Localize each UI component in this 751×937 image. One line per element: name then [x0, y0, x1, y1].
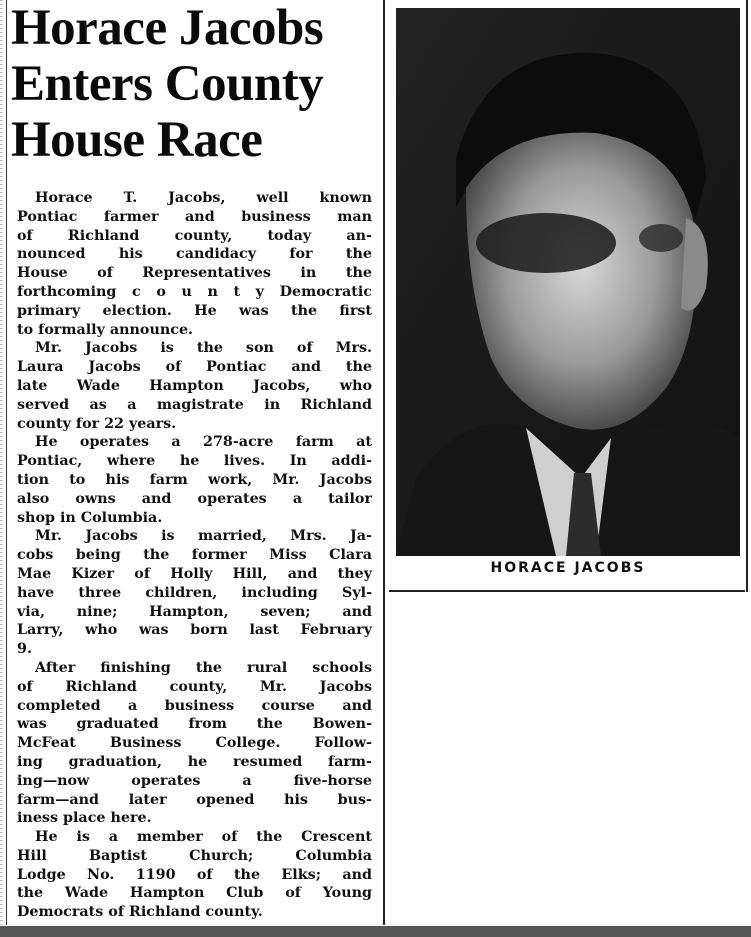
text-line: 9.: [17, 641, 32, 658]
text-line: Hill Baptist Church; Columbia: [17, 847, 372, 864]
text-line: forthcoming c o u n t y Democratic: [17, 283, 372, 300]
text-line: Mr. Jacobs is the son of Mrs.: [35, 340, 372, 357]
column-rule-left: [6, 0, 7, 925]
text-line: shop in Columbia.: [17, 509, 163, 526]
text-line: via, nine; Hampton, seven; and: [17, 603, 372, 620]
text-line: also owns and operates a tailor: [17, 490, 372, 507]
headline-line: House Race: [11, 112, 263, 168]
headline-line: Horace Jacobs: [11, 0, 324, 56]
text-line: county for 22 years.: [17, 415, 177, 432]
text-line: cobs being the former Miss Clara: [17, 547, 372, 564]
column-rule-right: [746, 0, 748, 592]
text-line: to formally announce.: [17, 321, 194, 338]
adjacent-column-edge: [0, 0, 3, 925]
text-line: Laura Jacobs of Pontiac and the: [17, 359, 372, 376]
text-line: primary election. He was the first: [17, 302, 372, 319]
column-rule-middle: [383, 0, 385, 925]
article-paragraph: [17, 659, 372, 828]
article-body: [17, 189, 372, 922]
text-line: the Wade Hampton Club of Young: [17, 885, 372, 902]
article-paragraph: [17, 339, 372, 433]
text-line: Pontiac farmer and business man: [17, 208, 372, 225]
text-line: of Richland county, today an-: [17, 227, 372, 244]
text-line: Pontiac, where he lives. In addi-: [17, 453, 372, 470]
text-line: After finishing the rural schools: [35, 659, 372, 676]
portrait-photo: [396, 8, 740, 556]
text-line: completed a business course and: [17, 697, 372, 714]
text-line: ing graduation, he resumed farm-: [17, 753, 372, 770]
text-line: Mae Kizer of Holly Hill, and they: [17, 565, 372, 582]
headline: [11, 0, 381, 168]
text-line: McFeat Business College. Follow-: [17, 735, 372, 752]
text-line: Larry, who was born last February: [17, 622, 372, 639]
text-line: Mr. Jacobs is married, Mrs. Ja-: [35, 528, 372, 545]
page-bottom-edge: [0, 926, 751, 937]
headline-line: Enters County: [11, 56, 324, 112]
portrait-image: [396, 8, 740, 556]
article-paragraph: [17, 433, 372, 527]
text-line: Lodge No. 1190 of the Elks; and: [17, 866, 372, 883]
text-line: ing—now operates a five-horse: [17, 772, 372, 789]
text-line: of Richland county, Mr. Jacobs: [17, 678, 372, 695]
text-line: Democrats of Richland county.: [17, 904, 263, 921]
text-line: have three children, including Syl-: [17, 584, 372, 601]
text-line: Horace T. Jacobs, well known: [35, 190, 372, 206]
text-line: He is a member of the Crescent: [35, 829, 372, 846]
text-line: House of Representatives in the: [17, 265, 372, 282]
article-paragraph: [17, 527, 372, 659]
text-line: He operates a 278-acre farm at: [35, 434, 372, 451]
text-line: was graduated from the Bowen-: [17, 716, 372, 733]
photo-caption: HORACE JACOBS: [490, 560, 646, 576]
text-line: late Wade Hampton Jacobs, who: [17, 377, 372, 394]
text-line: tion to his farm work, Mr. Jacobs: [17, 471, 372, 488]
article-paragraph: [17, 828, 372, 922]
text-line: served as a magistrate in Richland: [17, 396, 372, 413]
text-line: nounced his candidacy for the: [17, 246, 372, 263]
article-paragraph: [17, 189, 372, 339]
text-line: farm—and later opened his bus-: [17, 791, 372, 808]
text-line: iness place here.: [17, 810, 152, 827]
